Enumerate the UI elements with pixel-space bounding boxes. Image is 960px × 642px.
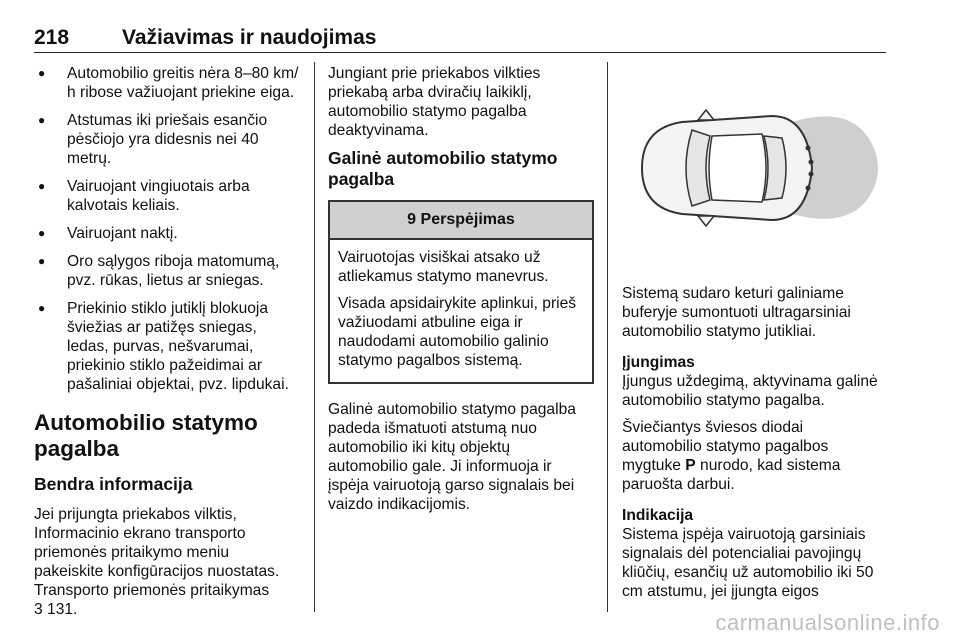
page-number: 218 <box>34 26 70 49</box>
car-rear-sensor-zone-icon <box>622 64 886 270</box>
subsection-title: Galinė automobilio statymo pagalba <box>328 148 558 189</box>
trailer-paragraph: Jungiant prie priekabos vilkties priekabą arba dviračių laikiklį, automobilio statymo pagalba deaktyvinama. <box>328 65 541 139</box>
page-ref-link[interactable]: 131. <box>47 601 78 618</box>
warning-text: Visada apsidairykite aplinkui, prieš važiuodami atbuline eiga ir naudodami automobilio galinio statymo pagalbos sistemą. <box>338 295 577 369</box>
sensor-dot <box>809 172 814 177</box>
column-1 <box>34 64 302 627</box>
condition-list <box>34 64 302 394</box>
car-roof <box>709 134 766 202</box>
column-3 <box>622 64 886 609</box>
column-divider <box>607 62 608 612</box>
activation-heading: Įjungimas <box>622 354 695 371</box>
section-title: Automobilio statymo pagalba <box>34 410 258 461</box>
column-2 <box>328 64 594 522</box>
car-sensor-illustration <box>622 64 886 270</box>
led-text: Šviečiantys šviesos diodai automobilio statymo pagalbos mygtuke <box>622 419 829 474</box>
parking-assist-button-icon: P <box>685 457 696 474</box>
mirror-left <box>698 110 714 120</box>
rear-window <box>764 136 786 200</box>
list-item: ● Vairuojant naktį. <box>34 224 302 243</box>
warning-header <box>330 202 592 240</box>
list-item: ● Atstumas iki priešais esančio pėsčiojo yra didesnis nei 40 metrų. <box>34 111 302 168</box>
sensor-dot <box>809 160 814 165</box>
list-item: ● Priekinio stiklo jutiklį blokuoja šviežias ar patižęs sniegas, ledas, purvas, nešvarumai, priekinio stiklo pažeidimai ar pašaliniai objektai, pvz. lipdukai. <box>34 299 302 394</box>
warning-body <box>330 240 592 382</box>
warning-title: Perspėjimas <box>420 211 515 228</box>
warning-icon: 9 <box>407 211 417 228</box>
page-title: Važiavimas ir naudojimas <box>122 26 377 49</box>
warning-text: Vairuotojas visiškai atsako už atliekamus statymo manevrus. <box>338 249 549 285</box>
led-paragraph <box>622 418 886 494</box>
list-item: ● Automobilio greitis nėra 8–80 km/ h ribose važiuojant priekine eiga. <box>34 64 302 102</box>
indication-heading: Indikacija <box>622 507 694 524</box>
indication-paragraph: Sistema įspėja vairuotoją garsiniais signalais dėl potencialiai pavojingų kliūčių, esančių už automobilio iki 50 cm atstumu, jei įjungta eigos <box>622 526 874 600</box>
figure-caption: Sistemą sudaro keturi galiniame buferyje sumontuoti ultragarsiniai automobilio statymo jutikliai. <box>622 285 851 340</box>
list-item: ● Vairuojant vingiuotais arba kalvotais keliais. <box>34 177 302 215</box>
activation-paragraph: Įjungus uždegimą, aktyvinama galinė automobilio statymo pagalba. <box>622 373 878 409</box>
watermark: carmanualsonline.info <box>715 610 940 635</box>
rear-assist-paragraph: Galinė automobilio statymo pagalba padeda išmatuoti atstumą nuo automobilio iki kitų objektų automobilio gale. Ji informuoja ir įspėja vairuotoją garso signalais bei vaizdo indikacijomis. <box>328 401 576 513</box>
windshield <box>686 130 710 206</box>
general-info-paragraph <box>34 505 302 619</box>
led-text: nurodo, kad sistema paruošta darbui. <box>622 457 841 493</box>
page-header <box>34 26 886 53</box>
page-ref-icon: 3 <box>34 601 43 618</box>
list-item: ● Oro sąlygos riboja matomumą, pvz. rūkas, lietus ar sniegas. <box>34 252 302 290</box>
warning-box <box>328 200 594 384</box>
mirror-right <box>698 216 714 226</box>
column-divider <box>314 62 315 612</box>
subsection-title: Bendra informacija <box>34 474 193 494</box>
sensor-dot <box>806 146 811 151</box>
general-info-text: Jei prijungta priekabos vilktis, Informacinio ekrano transporto priemonės pritaikymo meniu pakeiskite konfigūracijos nuostatas. Transporto priemonės pritaikymas <box>34 506 280 599</box>
sensor-dot <box>806 186 811 191</box>
